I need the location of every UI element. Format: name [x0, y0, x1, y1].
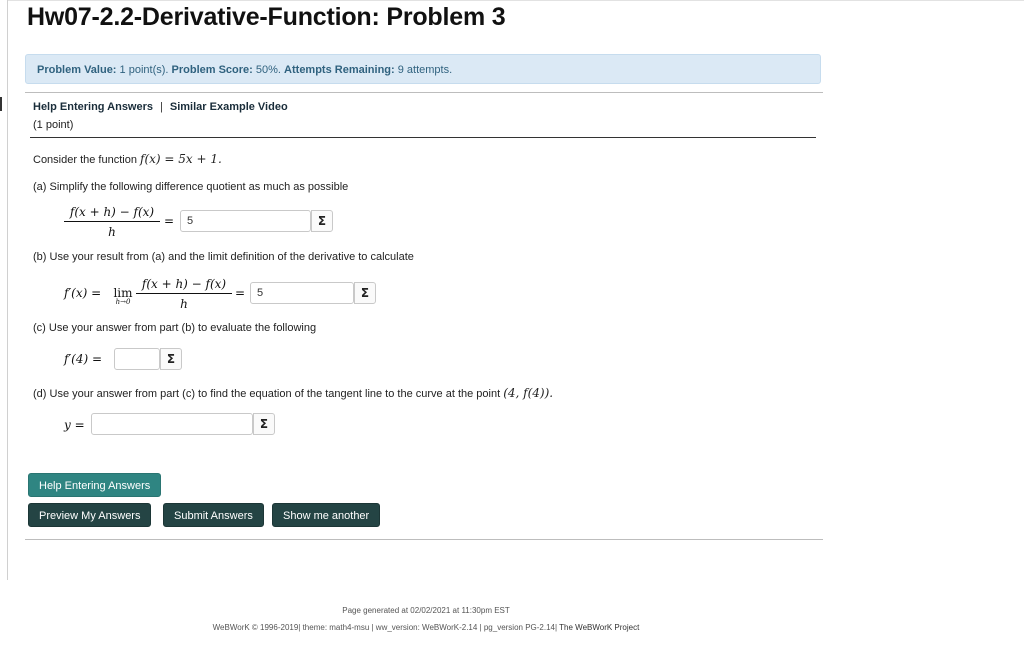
part-a-text: (a) Simplify the following difference quotient as much as possible: [33, 181, 349, 193]
part-b-denominator: h: [180, 297, 188, 311]
point-value: (1 point): [33, 119, 74, 131]
webwork-project-link[interactable]: The WeBWorK Project: [559, 623, 640, 632]
intro-text: Consider the function: [33, 154, 137, 166]
part-b-answer-input[interactable]: 5: [250, 282, 354, 304]
part-a-equation-editor-icon[interactable]: Σ: [311, 210, 333, 232]
part-a-numerator: f(x + h) − f(x): [64, 205, 160, 222]
preview-answers-button[interactable]: Preview My Answers: [28, 503, 151, 527]
help-entering-answers-button[interactable]: Help Entering Answers: [28, 473, 161, 497]
page-title: Hw07-2.2-Derivative-Function: Problem 3: [27, 3, 506, 31]
limit-subscript: h→0: [115, 298, 131, 306]
left-marker: [0, 97, 2, 111]
left-border: [7, 0, 8, 580]
problem-score-label: Problem Score:: [171, 64, 253, 76]
tangent-point: (4, f(4)).: [503, 386, 554, 400]
part-d-text: [33, 386, 553, 400]
limit-text: lim: [113, 286, 133, 300]
part-b-equation-editor-icon[interactable]: Σ: [354, 282, 376, 304]
part-a-fraction: [64, 205, 160, 239]
part-d-answer-input[interactable]: [91, 413, 253, 435]
function-definition: f(x) = 5x + 1.: [140, 152, 222, 166]
attempts-remaining-label: Attempts Remaining:: [284, 64, 395, 76]
page-generated-text: Page generated at 02/02/2021 at 11:30pm EST: [342, 606, 510, 615]
problem-value-label: Problem Value:: [37, 64, 117, 76]
part-d-equation-editor-icon[interactable]: Σ: [253, 413, 275, 435]
part-d-lhs: y =: [64, 418, 85, 432]
part-d-instruction: (d) Use your answer from part (c) to find the equation of the tangent line to the curve at the point: [33, 388, 501, 400]
part-c-answer-input[interactable]: [114, 348, 160, 370]
part-b-lhs: f′(x) =: [64, 286, 102, 300]
footer-version-info: WeBWorK © 1996-2019| theme: math4-msu | ww_version: WeBWorK-2.14 | pg_version PG-2.14|: [212, 623, 558, 632]
part-a-answer-input[interactable]: 5: [180, 210, 311, 232]
help-entering-answers-link[interactable]: Help Entering Answers: [33, 101, 154, 113]
bottom-divider: [25, 539, 823, 540]
part-b-text: (b) Use your result from (a) and the limit definition of the derivative to calculate: [33, 251, 414, 263]
part-b-limit: [112, 286, 134, 306]
top-border: [8, 0, 1024, 1]
problem-info-alert: [25, 54, 821, 84]
part-b-fraction: [136, 277, 232, 311]
divider: [25, 92, 823, 93]
part-a-denominator: h: [108, 225, 116, 239]
link-separator: |: [160, 101, 163, 113]
problem-intro: [33, 152, 222, 166]
show-another-button[interactable]: Show me another: [272, 503, 380, 527]
part-c-text: (c) Use your answer from part (b) to evaluate the following: [33, 322, 317, 334]
part-b-equals: =: [235, 286, 246, 300]
similar-example-video-link[interactable]: Similar Example Video: [169, 101, 288, 113]
part-b-numerator: f(x + h) − f(x): [136, 277, 232, 294]
part-a-equals: =: [164, 214, 175, 228]
problem-value: 1 point(s).: [119, 64, 169, 76]
submit-answers-button[interactable]: Submit Answers: [163, 503, 264, 527]
part-c-equation-editor-icon[interactable]: Σ: [160, 348, 182, 370]
footer-credits: [0, 623, 852, 632]
problem-score: 50%.: [255, 64, 281, 76]
help-links: [33, 101, 288, 113]
part-c-lhs: f′(4) =: [64, 352, 103, 366]
attempts-remaining: 9 attempts.: [397, 64, 453, 76]
problem-divider: [30, 137, 816, 138]
